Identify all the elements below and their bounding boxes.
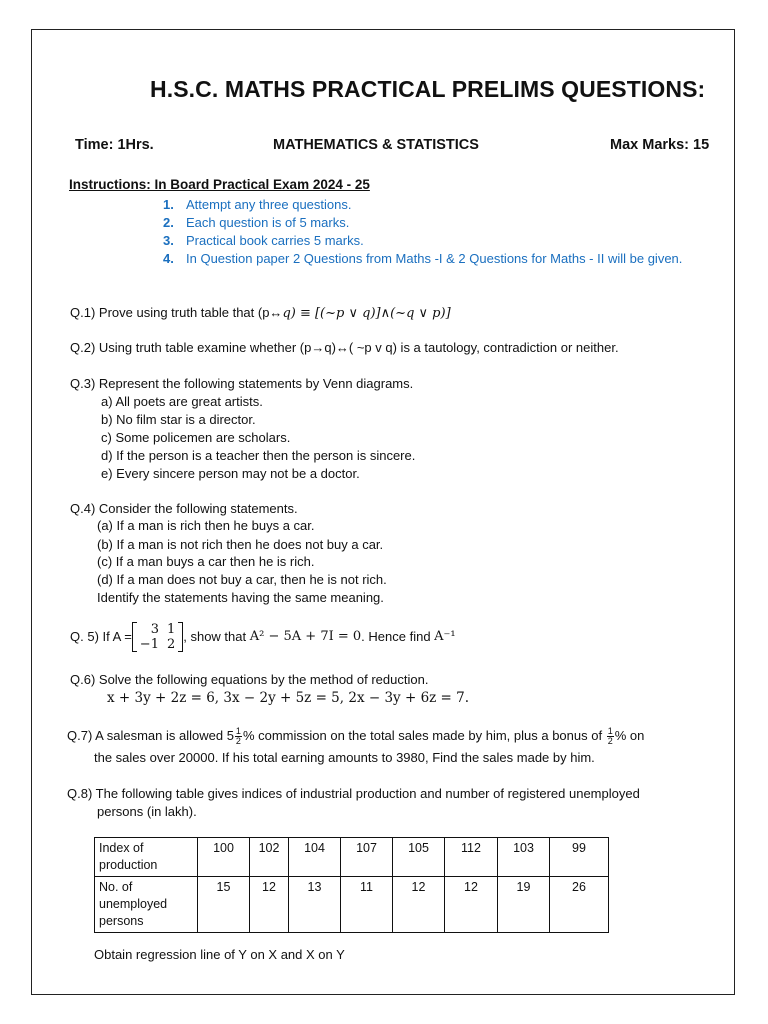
- fraction-half: $\frac{1}{2}$: [235, 726, 241, 747]
- instruction-item: 4. In Question paper 2 Questions from Maths -I & 2 Questions for Maths - II will be given.: [163, 251, 683, 266]
- q7-line-2: the sales over 20000. If his total earning amounts to 3980, Find the sales made by him.: [94, 750, 595, 765]
- q4-item-b: (b) If a man is not rich then he does not buy a car.: [97, 537, 384, 552]
- instruction-item: 2. Each question is of 5 marks.: [163, 215, 350, 230]
- q4-item-c: (c) If a man buys a car then he is rich.: [97, 554, 315, 569]
- question-7: Q.7) A salesman is allowed 5 $\frac{1}{2}$ % commission on the total sales made by him, plus a bonus of $\frac{1}{2}$ % on: [67, 726, 645, 747]
- q3-item-d: d) If the person is a teacher then the person is sincere.: [101, 448, 416, 463]
- instruction-item: 1. Attempt any three questions.: [163, 197, 352, 212]
- q4-item-d: (d) If a man does not buy a car, then he is not rich.: [97, 572, 387, 587]
- q8-footer: Obtain regression line of Y on X and X on Y: [94, 947, 345, 962]
- matrix-a: 3 1 −1 2: [132, 622, 183, 652]
- table-row: No. of unemployed persons 15 12 13 11 12 12 19 26: [95, 877, 609, 933]
- question-3: Q.3) Represent the following statements by Venn diagrams.: [70, 376, 414, 391]
- q3-item-b: b) No film star is a director.: [101, 412, 256, 427]
- table-row: Index of production 100 102 104 107 105 112 103 99: [95, 838, 609, 877]
- instruction-item: 3. Practical book carries 5 marks.: [163, 233, 364, 248]
- q8-line-2: persons (in lakh).: [97, 804, 197, 819]
- question-2: Q.2) Using truth table examine whether (p→q)↔( ~p v q) is a tautology, contradiction or neither.: [70, 340, 619, 355]
- q3-item-c: c) Some policemen are scholars.: [101, 430, 291, 445]
- q4-footer: Identify the statements having the same meaning.: [97, 590, 384, 605]
- instructions-list: [163, 196, 682, 268]
- question-6: Q.6) Solve the following equations by the method of reduction.: [70, 672, 429, 687]
- fraction-half: $\frac{1}{2}$: [607, 726, 613, 747]
- question-5: Q. 5) If A = 3 1 −1 2 , show that A² − 5A + 7I = 0 . Hence find A⁻¹: [70, 622, 456, 652]
- q4-item-a: (a) If a man is rich then he buys a car.: [97, 518, 315, 533]
- row-label: Index of production: [95, 838, 198, 877]
- page-title: H.S.C. MATHS PRACTICAL PRELIMS QUESTIONS:: [150, 76, 706, 102]
- time-label: Time: 1Hrs.: [75, 137, 154, 153]
- row-label: No. of unemployed persons: [95, 877, 198, 933]
- q3-item-e: e) Every sincere person may not be a doctor.: [101, 466, 360, 481]
- q6-equations: x + 3y + 2z = 6, 3x − 2y + 5z = 5, 2x − 3y + 6z = 7.: [107, 690, 470, 706]
- instructions-heading: Instructions: In Board Practical Exam 2024 - 25: [69, 177, 370, 192]
- question-1: Q.1) Prove using truth table that (p↔q) ≡ [(~p ∨ q)]∧(~q ∨ p)]: [70, 305, 451, 321]
- question-8: Q.8) The following table gives indices of industrial production and number of registered unemployed: [67, 786, 640, 801]
- subject-label: MATHEMATICS & STATISTICS: [273, 137, 479, 153]
- max-marks-label: Max Marks: 15: [610, 137, 710, 153]
- q3-item-a: a) All poets are great artists.: [101, 394, 263, 409]
- question-4: Q.4) Consider the following statements.: [70, 501, 298, 516]
- data-table: [94, 837, 609, 933]
